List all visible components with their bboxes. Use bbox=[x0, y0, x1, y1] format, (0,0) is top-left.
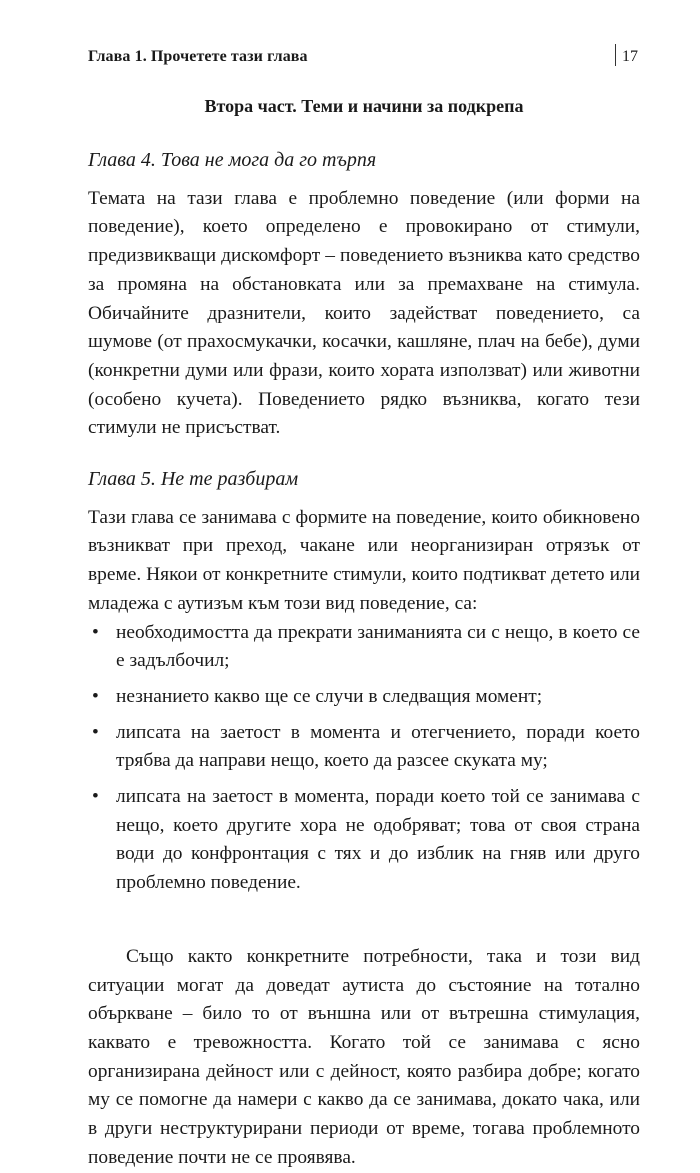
bullet-icon: • bbox=[92, 721, 99, 743]
body-text bbox=[88, 146, 640, 1173]
section-spacer bbox=[88, 905, 640, 943]
list-item-text: необходимостта да прекрати заниманията си с нещо, в което се е задълбочил; bbox=[116, 621, 640, 672]
list-item-text: липсата на заетост в момента и отегчението, поради което трябва да направи нещо, което да разсее скуката му; bbox=[116, 721, 640, 772]
list-item bbox=[88, 783, 640, 898]
list-item-text: незнанието какво ще се случи в следващия момент; bbox=[116, 685, 543, 707]
chapter-5-paragraph: Тази глава се занимава с формите на поведение, които обикновено възникват при преход, чакане или неорганизиран отрязък от време. Някои от конкретните стимули, които подтикват детето или младежа с аутизъм към този вид поведение, са: bbox=[88, 506, 640, 614]
bullet-icon: • bbox=[92, 621, 99, 643]
part-title: Втора част. Теми и начини за подкрепа bbox=[204, 96, 524, 116]
section-spacer bbox=[88, 443, 640, 465]
chapter-5-heading: Глава 5. Не те разбирам bbox=[88, 468, 299, 491]
chapter-4-paragraph: Темата на тази глава е проблемно поведение (или форми на поведение), което определено е провокирано от стимули, предизвикващи дискомфорт – поведението възниква като средство за промяна на обстановката или за премахване на стимула. Обичайните дразнители, които задействат поведението, са шумове (от прахосмукачки, косачки, кашляне, плач на бебе), думи (конкретни думи или фрази, които хората използват) или животни (особено кучета). Поведението рядко възниква, когато тези стимули не присъстват. bbox=[88, 187, 640, 439]
list-item-text: липсата на заетост в момента, поради което той се занимава с нещо, което другите хора не одобряват; това от своя страна води до конфронтация с тях и до изблик на гняв или друго проблемно поведение. bbox=[116, 786, 640, 894]
closing-paragraph: Също както конкретните потребности, така и този вид ситуации могат да доведат аутиста до състояние на тотално объркване – било то от външна или от вътрешна стимулация, каквато е тревожността. Когато той се занимава с ясно организирана дейност или с дейност, която разбира добре; когато му се помогне да намери с какво да се занимава, докато чака, или в други неструктурирани периоди от време, тогава проблемното поведение почти не се проявява. bbox=[88, 945, 640, 1168]
bullet-icon: • bbox=[92, 786, 99, 808]
running-title: Глава 1. Прочетете тази глава bbox=[88, 48, 308, 65]
page-number: 17 bbox=[622, 48, 638, 65]
list-item bbox=[88, 683, 640, 712]
stimuli-list bbox=[88, 619, 640, 898]
bullet-icon: • bbox=[92, 685, 99, 707]
header-divider bbox=[615, 44, 616, 66]
list-item bbox=[88, 719, 640, 776]
list-item bbox=[88, 619, 640, 676]
running-header bbox=[88, 44, 640, 74]
chapter-4-heading: Глава 4. Това не мога да го търпя bbox=[88, 149, 377, 171]
